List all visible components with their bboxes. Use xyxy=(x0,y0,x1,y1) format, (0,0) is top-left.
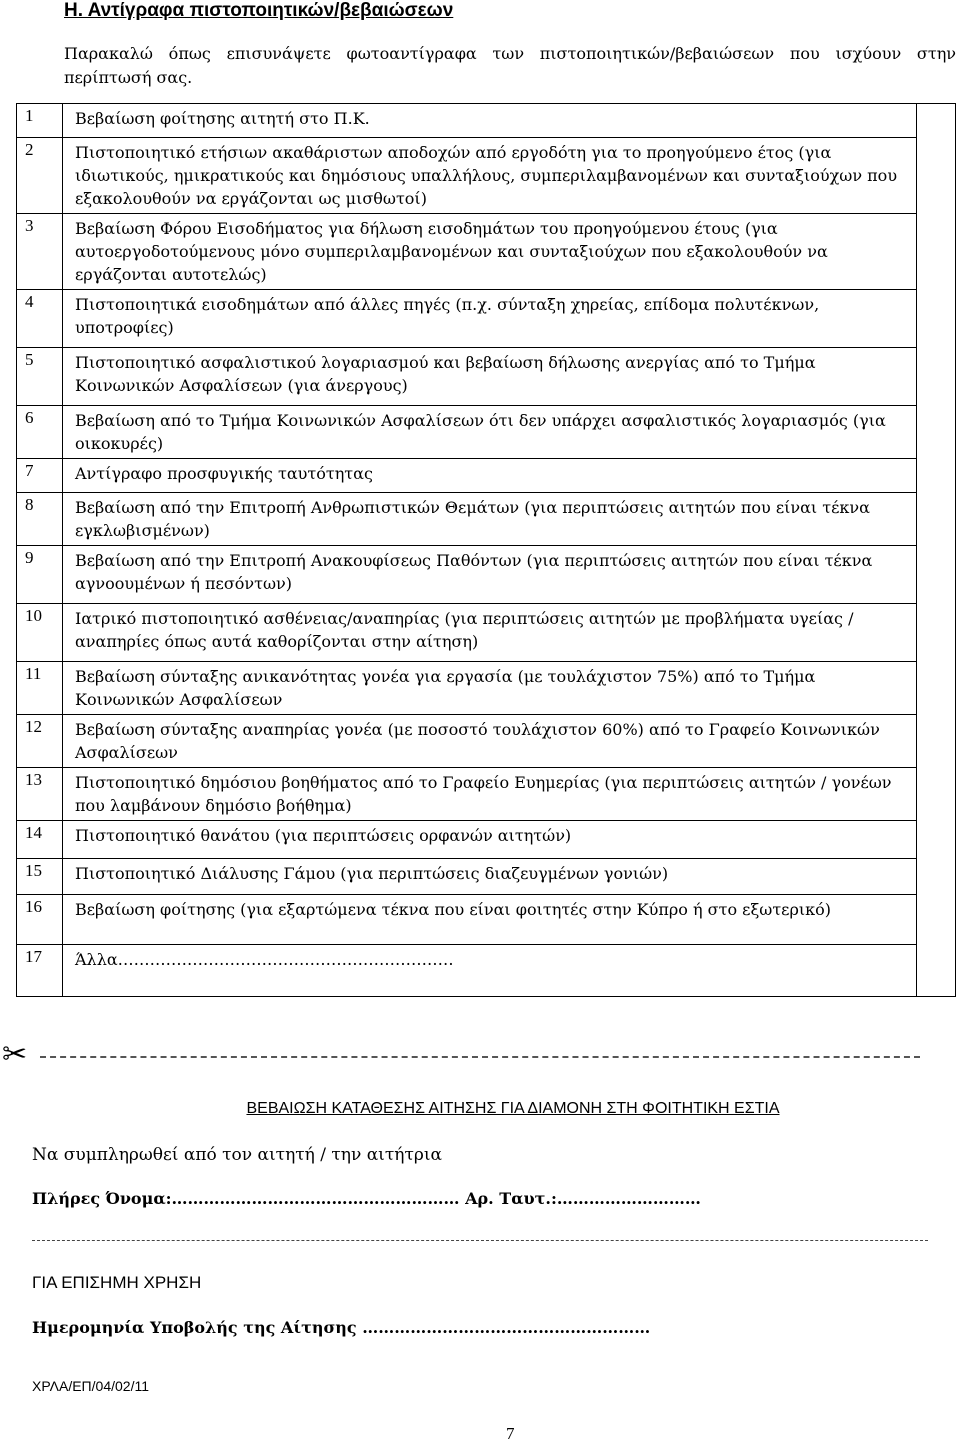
item-text: Βεβαίωση φοίτησης (για εξαρτώμενα τέκνα που είναι φοιτητές στην Κύπρο ή στο εξωτερικό) xyxy=(63,895,917,945)
form-title: ΒΕΒΑΙΩΣΗ ΚΑΤΑΘΕΣΗΣ ΑΙΤΗΣΗΣ ΓΙΑ ΔΙΑΜΟΝΗ ΣΤΗ ΦΟΙΤΗΤΙΚΗ ΕΣΤΙΑ xyxy=(246,1100,780,1117)
item-number: 4 xyxy=(17,290,63,348)
full-name-id-line: Πλήρες Όνομα:……………………………………………… Αρ. Ταυτ.:……………………… xyxy=(32,1189,701,1208)
table-row xyxy=(17,768,956,821)
section-title: Η. Αντίγραφα πιστοποιητικών/βεβαιώσεων xyxy=(64,0,454,21)
table-row xyxy=(17,348,956,406)
item-number: 2 xyxy=(17,138,63,214)
item-text: Πιστοποιητικό θανάτου (για περιπτώσεις ορφανών αιτητών) xyxy=(63,821,917,859)
item-text: Πιστοποιητικό ετήσιων ακαθάριστων αποδοχών από εργοδότη για το προηγούμενο έτος (για ιδιωτικούς, ημικρατικούς και δημόσιους υπαλλήλους, συμπεριλαμβανομένων και συνταξιούχων που εξακολουθούν να εργάζονται ως μισθωτοί) xyxy=(63,138,917,214)
item-number: 8 xyxy=(17,493,63,546)
item-text: Πιστοποιητικά εισοδημάτων από άλλες πηγές (π.χ. σύνταξη χηρείας, επίδομα πολυτέκνων, υποτροφίες) xyxy=(63,290,917,348)
table-row xyxy=(17,546,956,604)
documents-table xyxy=(16,103,956,997)
table-row xyxy=(17,821,956,859)
item-number: 16 xyxy=(17,895,63,945)
item-text: Πιστοποιητικό Διάλυσης Γάμου (για περιπτώσεις διαζευγμένων γονιών) xyxy=(63,859,917,895)
item-text: Βεβαίωση σύνταξης αναπηρίας γονέα (με ποσοστό τουλάχιστον 60%) από το Γραφείο Κοινωνικών Ασφαλίσεων xyxy=(63,715,917,768)
table-row xyxy=(17,945,956,997)
item-text: Βεβαίωση από την Επιτροπή Ανακουφίσεως Παθόντων (για περιπτώσεις αιτητών που είναι τέκνα αγνοουμένων ή πεσόντων) xyxy=(63,546,917,604)
separator-line xyxy=(32,1240,928,1241)
item-number: 11 xyxy=(17,662,63,715)
item-text: Πιστοποιητικό ασφαλιστικού λογαριασμού και βεβαίωση δήλωσης ανεργίας από το Τμήμα Κοινωνικών Ασφαλίσεων (για άνεργους) xyxy=(63,348,917,406)
item-text: Βεβαίωση Φόρου Εισοδήματος για δήλωση εισοδημάτων του προηγούμενου έτους (για αυτοεργοδοτούμενους μόνο συμπεριλαμβανομένων και συνταξιούχων που εξακολουθούν να εργάζονται αυτοτελώς) xyxy=(63,214,917,290)
item-number: 15 xyxy=(17,859,63,895)
item-number: 7 xyxy=(17,459,63,493)
item-number: 3 xyxy=(17,214,63,290)
item-text: Πιστοποιητικό δημόσιου βοηθήματος από το Γραφείο Ευημερίας (για περιπτώσεις αιτητών / γονέων που λαμβάνουν δημόσιο βοήθημα) xyxy=(63,768,917,821)
item-text: Βεβαίωση σύνταξης ανικανότητας γονέα για εργασία (με τουλάχιστον 75%) από το Τμήμα Κοινωνικών Ασφαλίσεων xyxy=(63,662,917,715)
table-row xyxy=(17,104,956,138)
submission-date-line: Ημερομηνία Υποβολής της Αίτησης ……………………………………………… xyxy=(32,1318,651,1337)
table-row xyxy=(17,895,956,945)
table-row xyxy=(17,290,956,348)
official-use-label: ΓΙΑ ΕΠΙΣΗΜΗ ΧΡΗΣΗ xyxy=(32,1273,202,1292)
table-row xyxy=(17,459,956,493)
item-number: 6 xyxy=(17,406,63,459)
intro-text: Παρακαλώ όπως επισυνάψετε φωτοαντίγραφα των πιστοποιητικών/βεβαιώσεων που ισχύουν στην περίπτωσή σας. xyxy=(64,44,956,87)
item-number: 14 xyxy=(17,821,63,859)
item-number: 5 xyxy=(17,348,63,406)
item-text: Άλλα……………………………………………………… xyxy=(63,945,917,997)
item-number: 10 xyxy=(17,604,63,662)
scissors-icon: ✂ xyxy=(2,1037,28,1072)
table-row xyxy=(17,138,956,214)
item-number: 17 xyxy=(17,945,63,997)
table-row xyxy=(17,859,956,895)
item-text: Ιατρικό πιστοποιητικό ασθένειας/αναπηρίας (για περιπτώσεις αιτητών με προβλήματα υγείας /αναπηρίες όπως αυτά καθορίζονται στην αίτηση) xyxy=(63,604,917,662)
item-number: 12 xyxy=(17,715,63,768)
item-text: Βεβαίωση από την Επιτροπή Ανθρωπιστικών Θεμάτων (για περιπτώσεις αιτητών που είναι τέκνα εγκλωβισμένων) xyxy=(63,493,917,546)
cut-line xyxy=(40,1056,920,1058)
item-number: 13 xyxy=(17,768,63,821)
table-row xyxy=(17,604,956,662)
item-text: Βεβαίωση φοίτησης αιτητή στο Π.Κ. xyxy=(63,104,917,138)
page-number: 7 xyxy=(506,1424,515,1443)
table-row xyxy=(17,662,956,715)
side-column xyxy=(917,104,956,997)
table-row xyxy=(17,493,956,546)
document-code: ΧΡΛΑ/ΕΠ/04/02/11 xyxy=(32,1378,150,1394)
item-text: Βεβαίωση από το Τμήμα Κοινωνικών Ασφαλίσεων ότι δεν υπάρχει ασφαλιστικός λογαριασμός (για οικοκυρές) xyxy=(63,406,917,459)
table-row xyxy=(17,406,956,459)
item-number: 9 xyxy=(17,546,63,604)
item-number: 1 xyxy=(17,104,63,138)
item-text: Αντίγραφο προσφυγικής ταυτότητας xyxy=(63,459,917,493)
table-row xyxy=(17,715,956,768)
fill-note: Να συμπληρωθεί από τον αιτητή / την αιτήτρια xyxy=(32,1145,442,1165)
table-row xyxy=(17,214,956,290)
